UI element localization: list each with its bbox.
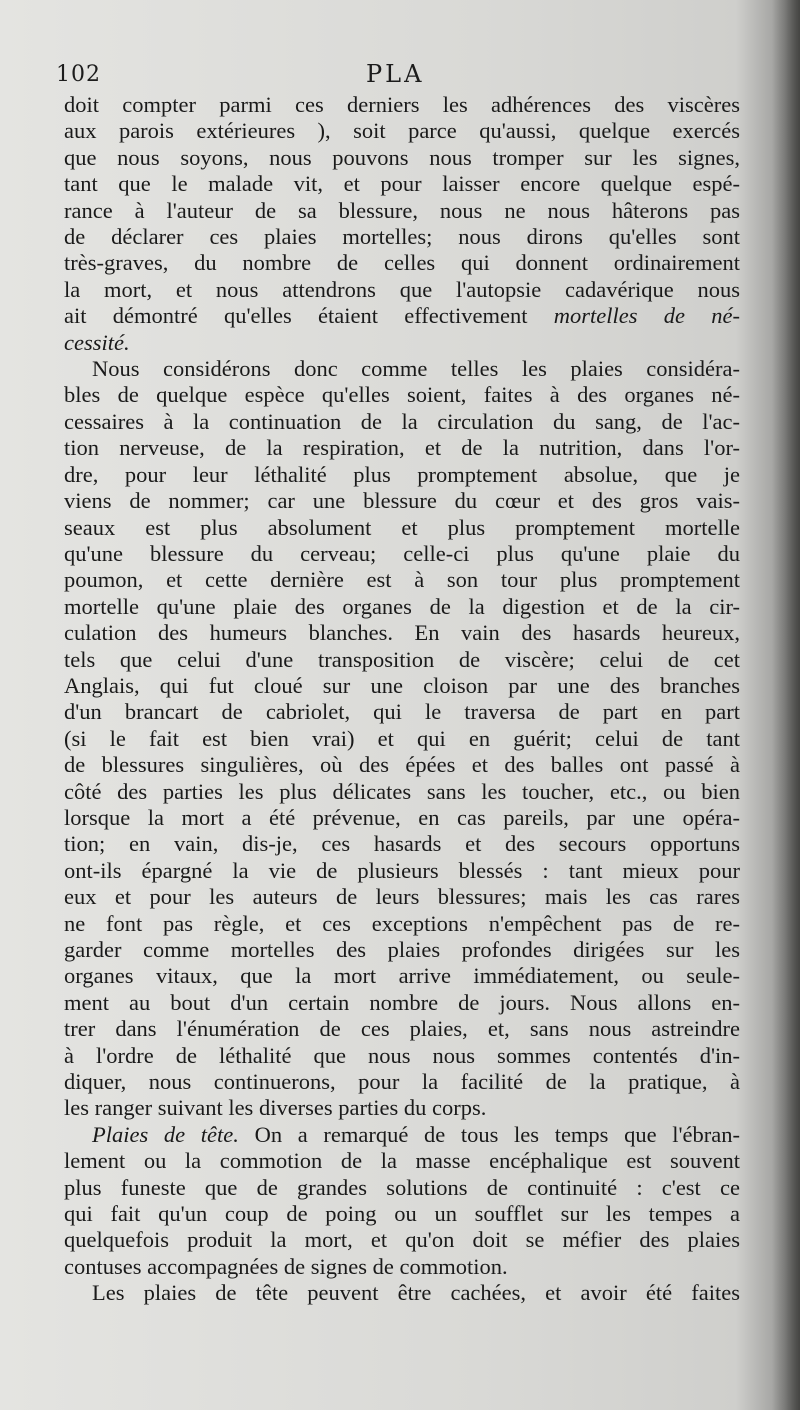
text-line [64,250,740,276]
page-number: 102 [56,62,101,87]
text-run: les ranger suivant les diverses parties du corps. [64,1095,487,1121]
text-line [64,647,740,673]
text-line [64,805,740,831]
text-run: lement ou la commotion de la masse encéphalique est souvent [64,1148,740,1174]
text-line [64,92,740,118]
text-run: On a remarqué de tous les temps que l'ébran- [238,1121,741,1147]
text-line [64,963,740,989]
text-line [64,145,740,171]
text-line [64,198,740,224]
body-text [64,92,740,1307]
text-line [64,1201,740,1227]
text-run: ne font pas règle, et ces exceptions n'empêchent pas de re- [64,910,740,936]
text-run: ont-ils épargné la vie de plusieurs blessés : tant mieux pour [64,857,740,883]
text-run: organes vitaux, que la mort arrive immédiatement, ou seule- [64,963,740,989]
text-run: aux parois extérieures ), soit parce qu'aussi, quelque exercés [64,118,740,144]
text-line [64,330,740,356]
text-run: eux et pour les auteurs de leurs blessures; mais les cas rares [64,884,740,910]
text-line [64,779,740,805]
text-run: plus funeste que de grandes solutions de continuité : c'est ce [64,1174,740,1200]
text-line [64,726,740,752]
text-line [64,1069,740,1095]
text-line [64,1254,740,1280]
italic-text: cessité. [64,329,130,355]
text-run: tant que le malade vit, et pour laisser encore quelque espé- [64,171,740,197]
text-line [64,594,740,620]
text-line [64,1043,740,1069]
text-run: de blessures singulières, où des épées et des balles ont passé à [64,752,740,778]
text-line [64,118,740,144]
text-line [64,699,740,725]
text-run: bles de quelque espèce qu'elles soient, faites à des organes né- [64,382,740,408]
text-run: doit compter parmi ces derniers les adhérences des viscères [64,92,740,117]
page-gutter-shadow [772,0,800,1410]
text-line [64,567,740,593]
text-run: d'un brancart de cabriolet, qui le traversa de part en part [64,699,740,725]
text-run: mortelle qu'une plaie des organes de la digestion et de la cir- [64,593,740,619]
text-line [64,462,740,488]
text-line [64,515,740,541]
text-line [64,858,740,884]
text-run: tion; en vain, dis-je, ces hasards et des secours opportuns [64,831,740,857]
text-run: côté des parties les plus délicates sans les toucher, etc., ou bien [64,778,740,804]
text-run: ment au bout d'un certain nombre de jours. Nous allons en- [64,989,740,1015]
text-run: à l'ordre de léthalité que nous nous sommes contentés d'in- [64,1042,740,1068]
text-line [64,382,740,408]
text-run: de déclarer ces plaies mortelles; nous dirons qu'elles sont [64,224,740,250]
text-line [64,1122,740,1148]
text-line [64,620,740,646]
text-run: trer dans l'énumération de ces plaies, et, sans nous astreindre [64,1016,740,1042]
text-line [64,673,740,699]
text-run: qu'une blessure du cerveau; celle-ci plus qu'une plaie du [64,540,740,566]
text-line [64,1095,740,1121]
text-run: poumon, et cette dernière est à son tour plus promptement [64,567,740,593]
text-line [64,990,740,1016]
text-line [64,911,740,937]
text-run: diquer, nous continuerons, pour la facilité de la pratique, à [64,1069,740,1095]
page-header [54,60,744,90]
text-run: dre, pour leur léthalité plus promptement absolue, que je [64,461,740,487]
text-run: Anglais, qui fut cloué sur une cloison par une des branches [64,672,740,698]
text-run: tels que celui d'une transposition de viscère; celui de cet [64,646,740,672]
text-line [64,937,740,963]
text-line [64,752,740,778]
running-head: PLA [366,60,425,88]
text-run: quelquefois produit la mort, et qu'on doit se méfier des plaies [64,1227,740,1253]
text-line [64,356,740,382]
italic-text: Plaies de tête. [92,1121,239,1147]
text-line [64,1148,740,1174]
text-line [64,488,740,514]
text-run: Les plaies de tête peuvent être cachées, et avoir été faites [92,1280,740,1306]
text-run: viens de nommer; car une blessure du cœur et des gros vais- [64,488,740,514]
text-line [64,171,740,197]
text-line [64,303,740,329]
text-run: ait démontré qu'elles étaient effectivement [64,303,554,329]
text-line [64,541,740,567]
text-run: la mort, et nous attendrons que l'autopsie cadavérique nous [64,276,740,302]
text-line [64,224,740,250]
text-line [64,435,740,461]
text-run: que nous soyons, nous pouvons nous tromper sur les signes, [64,144,740,170]
text-run: contuses accompagnées de signes de commotion. [64,1253,508,1279]
text-line [64,831,740,857]
text-line [64,1280,740,1306]
text-run: seaux est plus absolument et plus promptement mortelle [64,514,740,540]
text-line [64,1016,740,1042]
text-line [64,409,740,435]
text-line [64,1227,740,1253]
text-run: lorsque la mort a été prévenue, en cas pareils, par une opéra- [64,804,740,830]
text-run: qui fait qu'un coup de poing ou un soufflet sur les tempes a [64,1201,740,1227]
italic-text: mortelles de né- [553,303,740,329]
text-run: (si le fait est bien vrai) et qui en guérit; celui de tant [64,725,740,751]
text-run: culation des humeurs blanches. En vain des hasards heureux, [64,620,740,646]
text-run: très-graves, du nombre de celles qui donnent ordinairement [64,250,740,276]
text-run: tion nerveuse, de la respiration, et de la nutrition, dans l'or- [64,435,740,461]
text-line [64,1175,740,1201]
text-run: Nous considérons donc comme telles les plaies considéra- [92,356,740,382]
text-run: rance à l'auteur de sa blessure, nous ne nous hâterons pas [64,197,740,223]
text-run: garder comme mortelles des plaies profondes dirigées sur les [64,937,740,962]
text-line [64,884,740,910]
text-run: cessaires à la continuation de la circulation du sang, de l'ac- [64,408,740,434]
text-line [64,277,740,303]
